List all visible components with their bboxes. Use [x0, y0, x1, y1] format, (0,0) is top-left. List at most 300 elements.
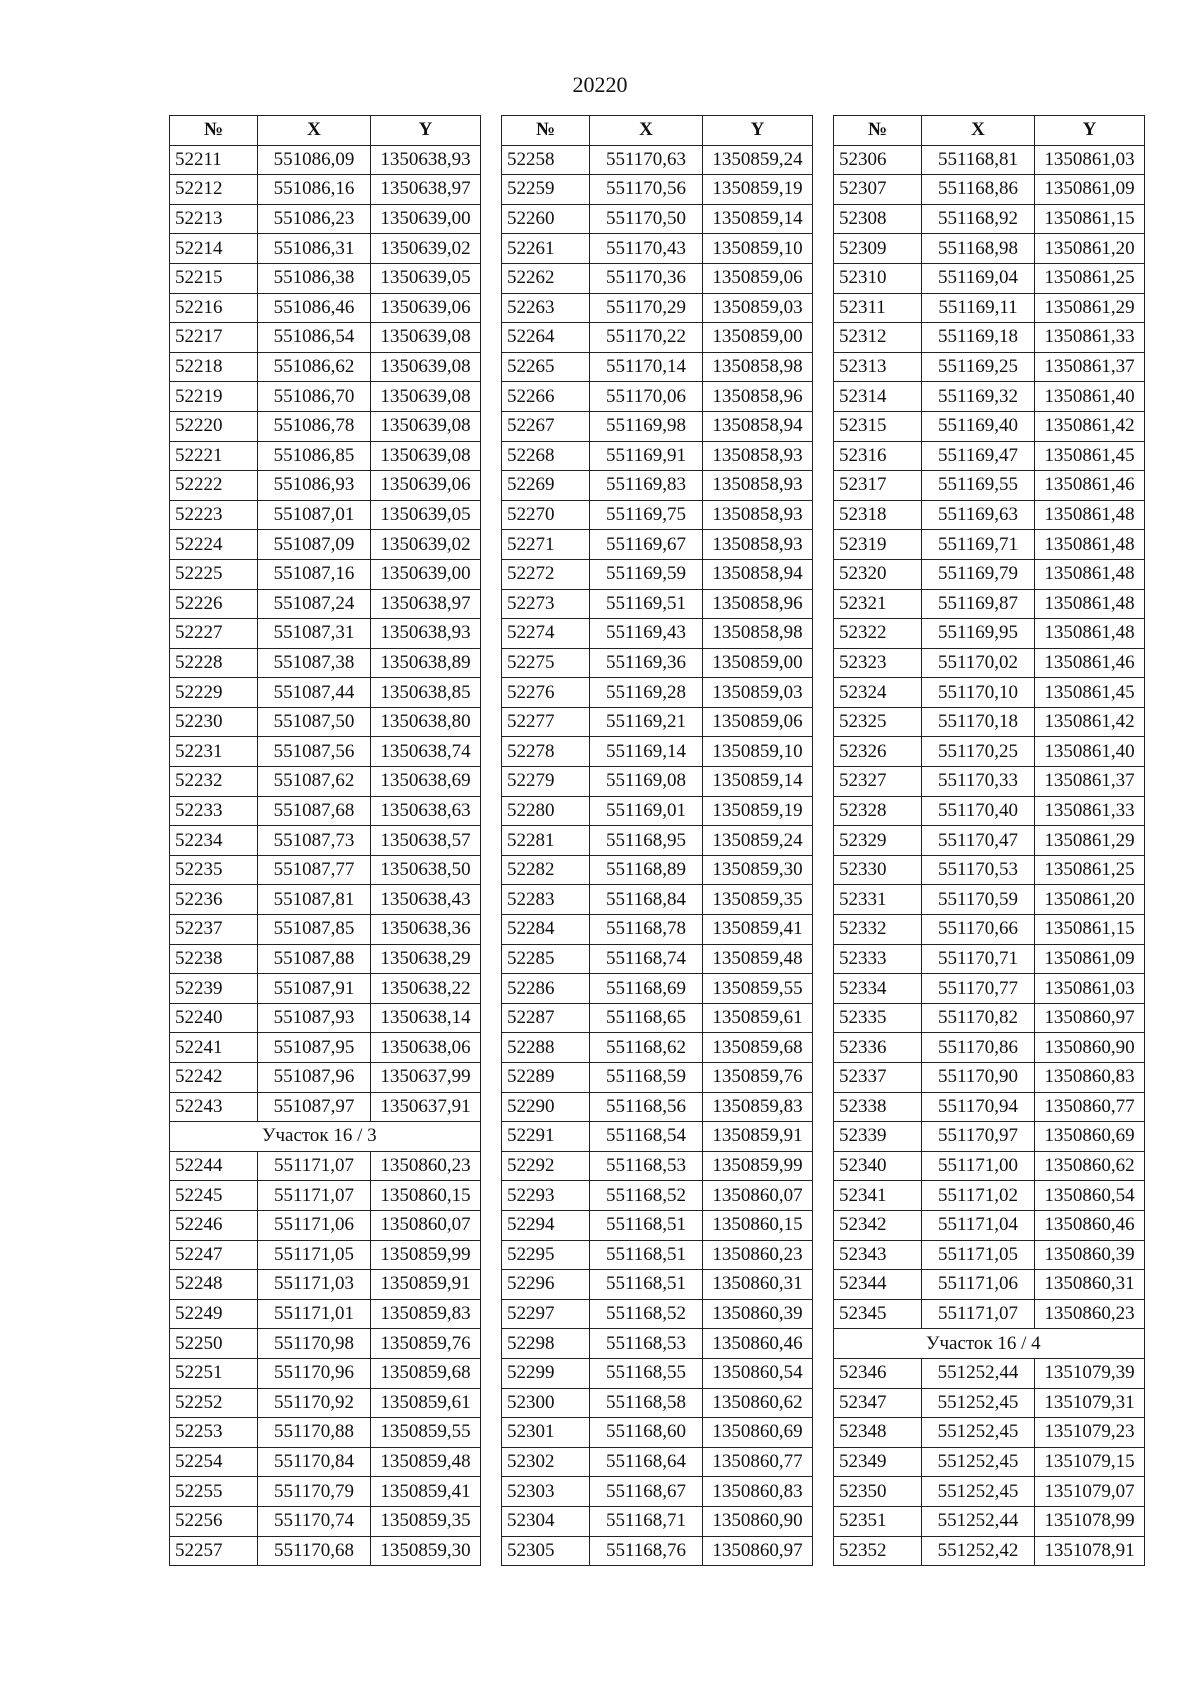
table-row	[502, 1033, 813, 1063]
point-number-cell: 52246	[170, 1210, 258, 1240]
y-coordinate-cell: 1350859,61	[371, 1388, 481, 1418]
x-coordinate-cell: 551171,05	[922, 1240, 1035, 1270]
x-coordinate-cell: 551087,16	[258, 559, 371, 589]
y-coordinate-cell: 1351079,07	[1035, 1477, 1145, 1507]
y-coordinate-cell: 1350638,93	[371, 619, 481, 649]
y-coordinate-cell: 1350859,06	[703, 263, 813, 293]
point-number-cell: 52234	[170, 826, 258, 856]
x-coordinate-cell: 551170,59	[922, 885, 1035, 915]
x-coordinate-cell: 551087,44	[258, 678, 371, 708]
x-coordinate-cell: 551168,59	[590, 1063, 703, 1093]
y-coordinate-cell: 1350859,24	[703, 826, 813, 856]
y-coordinate-cell: 1350860,97	[703, 1536, 813, 1566]
table-row	[502, 974, 813, 1004]
x-coordinate-cell: 551087,96	[258, 1063, 371, 1093]
point-number-cell: 52245	[170, 1181, 258, 1211]
table-row	[502, 471, 813, 501]
x-coordinate-cell: 551169,21	[590, 707, 703, 737]
y-coordinate-cell: 1350860,31	[1035, 1270, 1145, 1300]
y-coordinate-cell: 1350859,91	[703, 1122, 813, 1152]
point-number-cell: 52339	[834, 1122, 922, 1152]
x-coordinate-cell: 551169,71	[922, 530, 1035, 560]
y-coordinate-cell: 1350861,40	[1035, 382, 1145, 412]
table-row	[834, 826, 1145, 856]
y-coordinate-cell: 1350639,05	[371, 263, 481, 293]
y-coordinate-cell: 1350638,97	[371, 589, 481, 619]
table-row	[502, 1003, 813, 1033]
point-number-cell: 52300	[502, 1388, 590, 1418]
y-coordinate-cell: 1350859,76	[703, 1063, 813, 1093]
point-number-cell: 52230	[170, 707, 258, 737]
y-coordinate-cell: 1351079,23	[1035, 1418, 1145, 1448]
y-coordinate-cell: 1350638,57	[371, 826, 481, 856]
x-coordinate-cell: 551087,91	[258, 974, 371, 1004]
x-coordinate-cell: 551170,18	[922, 707, 1035, 737]
x-coordinate-cell: 551169,47	[922, 441, 1035, 471]
point-number-cell: 52270	[502, 500, 590, 530]
table-row	[834, 1181, 1145, 1211]
y-coordinate-cell: 1350860,07	[371, 1210, 481, 1240]
y-coordinate-cell: 1350639,05	[371, 500, 481, 530]
y-coordinate-cell: 1350859,03	[703, 293, 813, 323]
x-coordinate-cell: 551087,77	[258, 855, 371, 885]
table-row	[502, 678, 813, 708]
table-row	[502, 382, 813, 412]
x-coordinate-cell: 551171,06	[258, 1210, 371, 1240]
table-row	[834, 855, 1145, 885]
x-coordinate-cell: 551086,46	[258, 293, 371, 323]
table-row	[502, 293, 813, 323]
x-coordinate-cell: 551169,55	[922, 471, 1035, 501]
y-coordinate-cell: 1350858,96	[703, 589, 813, 619]
point-number-cell: 52242	[170, 1063, 258, 1093]
y-coordinate-cell: 1350638,93	[371, 145, 481, 175]
x-coordinate-cell: 551171,04	[922, 1210, 1035, 1240]
table-row	[170, 411, 481, 441]
table-row	[834, 1358, 1145, 1388]
table-row	[170, 707, 481, 737]
y-coordinate-cell: 1350638,50	[371, 855, 481, 885]
point-number-cell: 52244	[170, 1151, 258, 1181]
point-number-cell: 52251	[170, 1358, 258, 1388]
y-coordinate-cell: 1350639,06	[371, 471, 481, 501]
point-number-cell: 52302	[502, 1447, 590, 1477]
point-number-cell: 52265	[502, 352, 590, 382]
y-coordinate-cell: 1350859,68	[371, 1358, 481, 1388]
y-coordinate-cell: 1350861,15	[1035, 915, 1145, 945]
point-number-cell: 52347	[834, 1388, 922, 1418]
x-coordinate-cell: 551170,50	[590, 204, 703, 234]
x-coordinate-cell: 551087,97	[258, 1092, 371, 1122]
point-number-cell: 52226	[170, 589, 258, 619]
column-header-x: X	[922, 116, 1035, 146]
y-coordinate-cell: 1350639,08	[371, 382, 481, 412]
y-coordinate-cell: 1350859,41	[703, 915, 813, 945]
y-coordinate-cell: 1350638,63	[371, 796, 481, 826]
y-coordinate-cell: 1350861,29	[1035, 293, 1145, 323]
point-number-cell: 52220	[170, 411, 258, 441]
table-row	[502, 1181, 813, 1211]
table-row	[834, 263, 1145, 293]
y-coordinate-cell: 1350860,54	[1035, 1181, 1145, 1211]
table-row	[502, 234, 813, 264]
x-coordinate-cell: 551168,78	[590, 915, 703, 945]
table-row	[170, 293, 481, 323]
coordinates-table-3	[833, 115, 1145, 1566]
x-coordinate-cell: 551170,47	[922, 826, 1035, 856]
y-coordinate-cell: 1350859,00	[703, 323, 813, 353]
point-number-cell: 52241	[170, 1033, 258, 1063]
table-row	[502, 1506, 813, 1536]
table-row	[834, 1033, 1145, 1063]
y-coordinate-cell: 1350639,00	[371, 204, 481, 234]
table-row	[834, 1063, 1145, 1093]
table-row	[502, 1270, 813, 1300]
x-coordinate-cell: 551170,10	[922, 678, 1035, 708]
x-coordinate-cell: 551169,36	[590, 648, 703, 678]
point-number-cell: 52271	[502, 530, 590, 560]
point-number-cell: 52309	[834, 234, 922, 264]
point-number-cell: 52224	[170, 530, 258, 560]
table-row	[834, 1536, 1145, 1566]
x-coordinate-cell: 551170,36	[590, 263, 703, 293]
point-number-cell: 52313	[834, 352, 922, 382]
table-row	[834, 1210, 1145, 1240]
y-coordinate-cell: 1350861,29	[1035, 826, 1145, 856]
table-row	[502, 145, 813, 175]
table-row	[834, 530, 1145, 560]
table-row	[502, 915, 813, 945]
x-coordinate-cell: 551168,76	[590, 1536, 703, 1566]
table-row	[170, 1151, 481, 1181]
table-row	[170, 796, 481, 826]
x-coordinate-cell: 551087,01	[258, 500, 371, 530]
y-coordinate-cell: 1350859,19	[703, 175, 813, 205]
y-coordinate-cell: 1350861,46	[1035, 648, 1145, 678]
column-header-y: Y	[1035, 116, 1145, 146]
table-row	[834, 145, 1145, 175]
point-number-cell: 52285	[502, 944, 590, 974]
table-row	[834, 323, 1145, 353]
y-coordinate-cell: 1350638,74	[371, 737, 481, 767]
point-number-cell: 52236	[170, 885, 258, 915]
table-row	[170, 589, 481, 619]
y-coordinate-cell: 1350860,07	[703, 1181, 813, 1211]
table-row	[834, 1240, 1145, 1270]
y-coordinate-cell: 1350859,41	[371, 1477, 481, 1507]
x-coordinate-cell: 551168,62	[590, 1033, 703, 1063]
point-number-cell: 52223	[170, 500, 258, 530]
x-coordinate-cell: 551086,62	[258, 352, 371, 382]
y-coordinate-cell: 1350859,00	[703, 648, 813, 678]
x-coordinate-cell: 551169,18	[922, 323, 1035, 353]
y-coordinate-cell: 1350859,83	[371, 1299, 481, 1329]
y-coordinate-cell: 1350861,48	[1035, 619, 1145, 649]
point-number-cell: 52214	[170, 234, 258, 264]
table-row	[834, 1270, 1145, 1300]
x-coordinate-cell: 551170,56	[590, 175, 703, 205]
point-number-cell: 52308	[834, 204, 922, 234]
x-coordinate-cell: 551168,53	[590, 1329, 703, 1359]
x-coordinate-cell: 551252,44	[922, 1506, 1035, 1536]
x-coordinate-cell: 551252,44	[922, 1358, 1035, 1388]
point-number-cell: 52287	[502, 1003, 590, 1033]
x-coordinate-cell: 551169,01	[590, 796, 703, 826]
point-number-cell: 52335	[834, 1003, 922, 1033]
x-coordinate-cell: 551171,01	[258, 1299, 371, 1329]
point-number-cell: 52231	[170, 737, 258, 767]
table-row	[502, 559, 813, 589]
point-number-cell: 52332	[834, 915, 922, 945]
y-coordinate-cell: 1350639,02	[371, 234, 481, 264]
table-row	[502, 648, 813, 678]
point-number-cell: 52249	[170, 1299, 258, 1329]
x-coordinate-cell: 551169,14	[590, 737, 703, 767]
point-number-cell: 52237	[170, 915, 258, 945]
point-number-cell: 52263	[502, 293, 590, 323]
y-coordinate-cell: 1350859,14	[703, 204, 813, 234]
table-row	[170, 1033, 481, 1063]
point-number-cell: 52304	[502, 1506, 590, 1536]
table-row	[834, 1418, 1145, 1448]
x-coordinate-cell: 551170,96	[258, 1358, 371, 1388]
y-coordinate-cell: 1350638,29	[371, 944, 481, 974]
x-coordinate-cell: 551086,16	[258, 175, 371, 205]
x-coordinate-cell: 551169,51	[590, 589, 703, 619]
y-coordinate-cell: 1350859,68	[703, 1033, 813, 1063]
table-row	[170, 559, 481, 589]
table-row	[834, 1506, 1145, 1536]
point-number-cell: 52213	[170, 204, 258, 234]
table-row	[502, 1447, 813, 1477]
y-coordinate-cell: 1350859,19	[703, 796, 813, 826]
y-coordinate-cell: 1350861,42	[1035, 707, 1145, 737]
table-row	[502, 323, 813, 353]
point-number-cell: 52215	[170, 263, 258, 293]
section-label: Участок 16 / 3	[170, 1122, 481, 1152]
table-row	[170, 1210, 481, 1240]
point-number-cell: 52319	[834, 530, 922, 560]
table-row	[502, 263, 813, 293]
point-number-cell: 52297	[502, 1299, 590, 1329]
point-number-cell: 52268	[502, 441, 590, 471]
point-number-cell: 52216	[170, 293, 258, 323]
y-coordinate-cell: 1350638,89	[371, 648, 481, 678]
table-row	[170, 441, 481, 471]
y-coordinate-cell: 1350858,96	[703, 382, 813, 412]
table-row	[834, 293, 1145, 323]
point-number-cell: 52323	[834, 648, 922, 678]
point-number-cell: 52211	[170, 145, 258, 175]
point-number-cell: 52303	[502, 1477, 590, 1507]
x-coordinate-cell: 551169,04	[922, 263, 1035, 293]
x-coordinate-cell: 551086,54	[258, 323, 371, 353]
y-coordinate-cell: 1350860,62	[1035, 1151, 1145, 1181]
y-coordinate-cell: 1350860,54	[703, 1358, 813, 1388]
table-row	[170, 1358, 481, 1388]
point-number-cell: 52240	[170, 1003, 258, 1033]
y-coordinate-cell: 1350861,09	[1035, 944, 1145, 974]
section-row	[834, 1329, 1145, 1359]
point-number-cell: 52342	[834, 1210, 922, 1240]
x-coordinate-cell: 551086,23	[258, 204, 371, 234]
table-row	[834, 382, 1145, 412]
table-row	[502, 619, 813, 649]
y-coordinate-cell: 1350858,93	[703, 471, 813, 501]
y-coordinate-cell: 1350860,15	[703, 1210, 813, 1240]
table-row	[834, 1151, 1145, 1181]
table-row	[834, 707, 1145, 737]
table-row	[170, 471, 481, 501]
table-row	[502, 352, 813, 382]
point-number-cell: 52219	[170, 382, 258, 412]
point-number-cell: 52218	[170, 352, 258, 382]
y-coordinate-cell: 1350859,55	[371, 1418, 481, 1448]
y-coordinate-cell: 1350860,69	[703, 1418, 813, 1448]
column-header-y: Y	[703, 116, 813, 146]
y-coordinate-cell: 1350859,48	[703, 944, 813, 974]
point-number-cell: 52235	[170, 855, 258, 885]
x-coordinate-cell: 551170,25	[922, 737, 1035, 767]
y-coordinate-cell: 1350861,46	[1035, 471, 1145, 501]
coordinates-table-2	[501, 115, 813, 1566]
table-row	[834, 204, 1145, 234]
x-coordinate-cell: 551169,67	[590, 530, 703, 560]
y-coordinate-cell: 1350858,98	[703, 619, 813, 649]
x-coordinate-cell: 551168,71	[590, 1506, 703, 1536]
x-coordinate-cell: 551086,78	[258, 411, 371, 441]
point-number-cell: 52330	[834, 855, 922, 885]
y-coordinate-cell: 1350859,83	[703, 1092, 813, 1122]
table-row	[834, 619, 1145, 649]
y-coordinate-cell: 1350861,33	[1035, 796, 1145, 826]
y-coordinate-cell: 1350861,09	[1035, 175, 1145, 205]
point-number-cell: 52239	[170, 974, 258, 1004]
point-number-cell: 52283	[502, 885, 590, 915]
point-number-cell: 52274	[502, 619, 590, 649]
table-row	[834, 767, 1145, 797]
table-row	[502, 944, 813, 974]
x-coordinate-cell: 551170,88	[258, 1418, 371, 1448]
y-coordinate-cell: 1350638,06	[371, 1033, 481, 1063]
y-coordinate-cell: 1350861,25	[1035, 263, 1145, 293]
y-coordinate-cell: 1350859,30	[703, 855, 813, 885]
x-coordinate-cell: 551170,06	[590, 382, 703, 412]
point-number-cell: 52337	[834, 1063, 922, 1093]
y-coordinate-cell: 1350860,69	[1035, 1122, 1145, 1152]
table-row	[502, 175, 813, 205]
x-coordinate-cell: 551168,92	[922, 204, 1035, 234]
point-number-cell: 52269	[502, 471, 590, 501]
x-coordinate-cell: 551087,24	[258, 589, 371, 619]
y-coordinate-cell: 1350639,08	[371, 441, 481, 471]
table-row	[170, 1063, 481, 1093]
point-number-cell: 52258	[502, 145, 590, 175]
x-coordinate-cell: 551170,68	[258, 1536, 371, 1566]
y-coordinate-cell: 1350859,35	[371, 1506, 481, 1536]
point-number-cell: 52325	[834, 707, 922, 737]
point-number-cell: 52222	[170, 471, 258, 501]
x-coordinate-cell: 551087,38	[258, 648, 371, 678]
y-coordinate-cell: 1350639,08	[371, 323, 481, 353]
table-row	[834, 678, 1145, 708]
table-row	[170, 1092, 481, 1122]
x-coordinate-cell: 551168,51	[590, 1270, 703, 1300]
x-coordinate-cell: 551170,98	[258, 1329, 371, 1359]
x-coordinate-cell: 551170,97	[922, 1122, 1035, 1152]
point-number-cell: 52294	[502, 1210, 590, 1240]
point-number-cell: 52243	[170, 1092, 258, 1122]
table-row	[170, 619, 481, 649]
x-coordinate-cell: 551252,42	[922, 1536, 1035, 1566]
y-coordinate-cell: 1350860,23	[703, 1240, 813, 1270]
table-row	[170, 1329, 481, 1359]
point-number-cell: 52217	[170, 323, 258, 353]
x-coordinate-cell: 551168,58	[590, 1388, 703, 1418]
x-coordinate-cell: 551168,56	[590, 1092, 703, 1122]
x-coordinate-cell: 551168,52	[590, 1299, 703, 1329]
point-number-cell: 52260	[502, 204, 590, 234]
table-row	[170, 767, 481, 797]
table-row	[834, 1122, 1145, 1152]
point-number-cell: 52334	[834, 974, 922, 1004]
y-coordinate-cell: 1350859,55	[703, 974, 813, 1004]
point-number-cell: 52284	[502, 915, 590, 945]
point-number-cell: 52277	[502, 707, 590, 737]
point-number-cell: 52267	[502, 411, 590, 441]
point-number-cell: 52348	[834, 1418, 922, 1448]
point-number-cell: 52248	[170, 1270, 258, 1300]
x-coordinate-cell: 551170,77	[922, 974, 1035, 1004]
table-row	[502, 1477, 813, 1507]
table-row	[170, 175, 481, 205]
x-coordinate-cell: 551087,88	[258, 944, 371, 974]
point-number-cell: 52232	[170, 767, 258, 797]
column-header-x: X	[258, 116, 371, 146]
x-coordinate-cell: 551252,45	[922, 1447, 1035, 1477]
x-coordinate-cell: 551168,98	[922, 234, 1035, 264]
y-coordinate-cell: 1351078,99	[1035, 1506, 1145, 1536]
table-row	[834, 885, 1145, 915]
y-coordinate-cell: 1350859,99	[371, 1240, 481, 1270]
point-number-cell: 52324	[834, 678, 922, 708]
y-coordinate-cell: 1350861,37	[1035, 767, 1145, 797]
x-coordinate-cell: 551169,63	[922, 500, 1035, 530]
table-row	[834, 500, 1145, 530]
x-coordinate-cell: 551169,59	[590, 559, 703, 589]
y-coordinate-cell: 1350637,99	[371, 1063, 481, 1093]
point-number-cell: 52276	[502, 678, 590, 708]
table-row	[502, 1358, 813, 1388]
table-body	[834, 145, 1145, 1566]
x-coordinate-cell: 551168,81	[922, 145, 1035, 175]
y-coordinate-cell: 1350860,62	[703, 1388, 813, 1418]
point-number-cell: 52289	[502, 1063, 590, 1093]
x-coordinate-cell: 551169,25	[922, 352, 1035, 382]
x-coordinate-cell: 551169,40	[922, 411, 1035, 441]
table-row	[170, 1270, 481, 1300]
y-coordinate-cell: 1350860,23	[1035, 1299, 1145, 1329]
table-row	[170, 323, 481, 353]
table-row	[170, 500, 481, 530]
table-row	[834, 411, 1145, 441]
table-row	[834, 471, 1145, 501]
point-number-cell: 52255	[170, 1477, 258, 1507]
x-coordinate-cell: 551168,67	[590, 1477, 703, 1507]
y-coordinate-cell: 1350859,30	[371, 1536, 481, 1566]
point-number-cell: 52327	[834, 767, 922, 797]
table-row	[834, 352, 1145, 382]
